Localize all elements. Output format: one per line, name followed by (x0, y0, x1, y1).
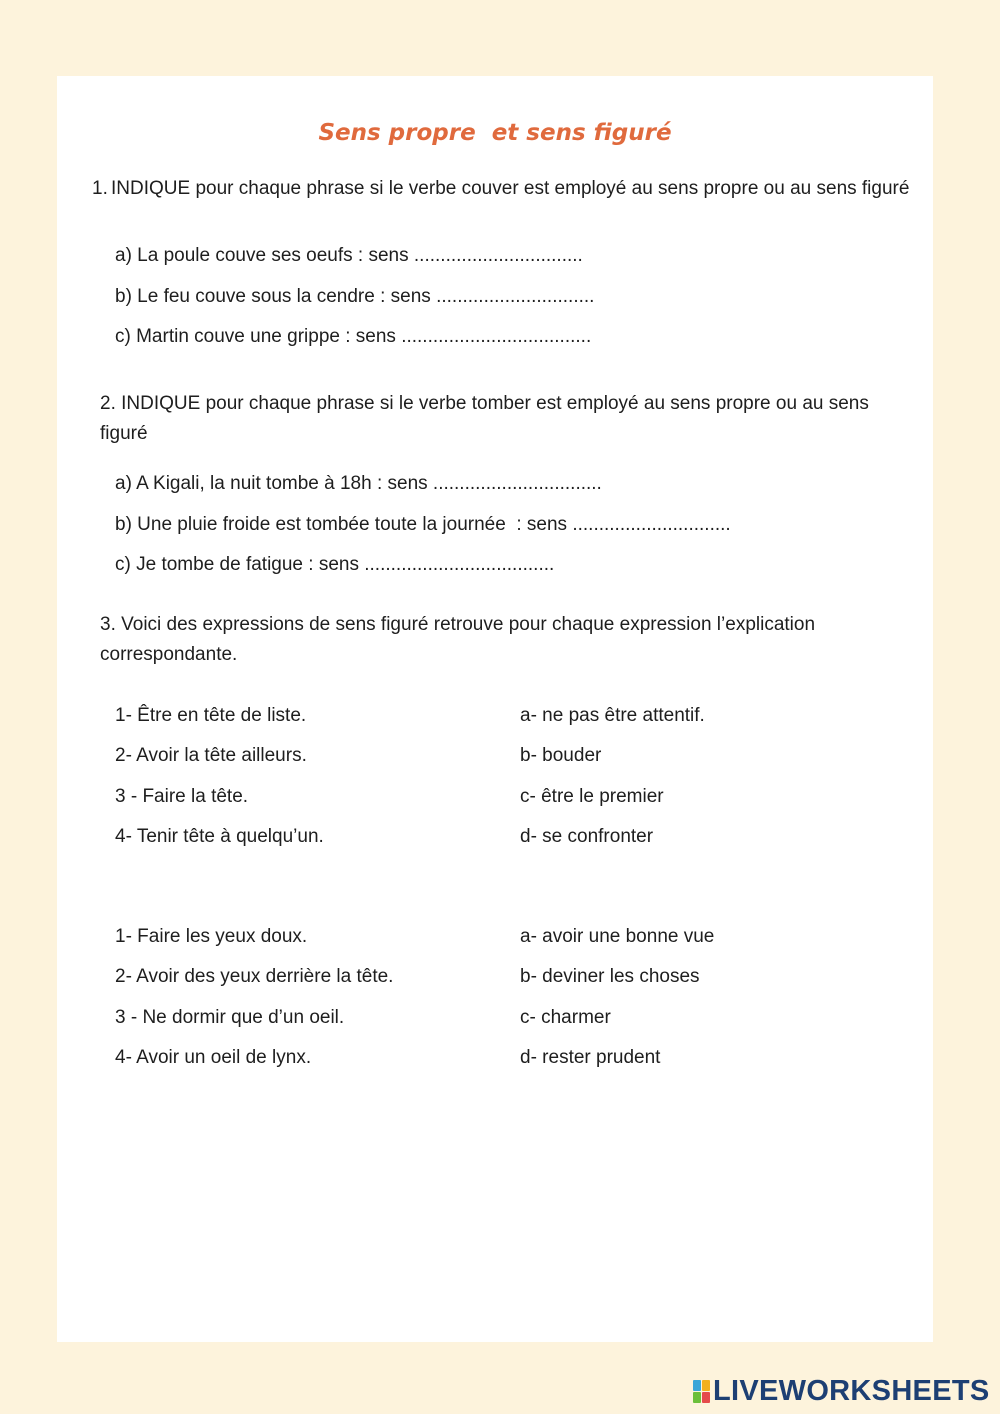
q2-item-b: b) Une pluie froide est tombée toute la journée : sens .............................. (115, 514, 731, 535)
q2-instruction: 2. INDIQUE pour chaque phrase si le verbe tomber est employé au sens propre ou au sens figuré (100, 393, 869, 444)
g1-expression-1: 1- Être en tête de liste. (115, 705, 307, 726)
g1-expression-4: 4- Tenir tête à quelqu’un. (115, 826, 324, 847)
g2-expression-3: 3 - Ne dormir que d’un oeil. (115, 1007, 345, 1028)
logo-text: LIVEWORKSHEETS (713, 1374, 990, 1407)
liveworksheets-logo-icon (693, 1380, 710, 1403)
worksheet-page (57, 76, 933, 1342)
q1-item-c: c) Martin couve une grippe : sens .................................... (115, 326, 592, 347)
g2-meaning-d: d- rester prudent (520, 1047, 661, 1068)
g2-meaning-b: b- deviner les choses (520, 966, 700, 987)
g1-meaning-a: a- ne pas être attentif. (520, 705, 705, 726)
q1-item-a: a) La poule couve ses oeufs : sens ................................ (115, 245, 583, 266)
q3-instruction: 3. Voici des expressions de sens figuré retrouve pour chaque expression l’explication correspondante. (100, 614, 816, 665)
page-title: Sens propre et sens figuré (318, 120, 672, 146)
g2-meaning-c: c- charmer (520, 1007, 611, 1028)
g1-meaning-c: c- être le premier (520, 786, 664, 807)
g1-expression-3: 3 - Faire la tête. (115, 786, 249, 807)
liveworksheets-logo[interactable] (693, 1376, 990, 1406)
q1-number: 1. (92, 178, 108, 199)
q1-item-b: b) Le feu couve sous la cendre : sens .............................. (115, 286, 595, 307)
g2-expression-2: 2- Avoir des yeux derrière la tête. (115, 966, 394, 987)
g2-meaning-a: a- avoir une bonne vue (520, 926, 715, 947)
g2-expression-4: 4- Avoir un oeil de lynx. (115, 1047, 312, 1068)
q1-instruction: INDIQUE pour chaque phrase si le verbe couver est employé au sens propre ou au sens figuré (111, 178, 910, 199)
q2-item-c: c) Je tombe de fatigue : sens .................................... (115, 554, 555, 575)
g2-expression-1: 1- Faire les yeux doux. (115, 926, 308, 947)
q2-item-a: a) A Kigali, la nuit tombe à 18h : sens ................................ (115, 473, 602, 494)
g1-expression-2: 2- Avoir la tête ailleurs. (115, 745, 307, 766)
g1-meaning-d: d- se confronter (520, 826, 654, 847)
g1-meaning-b: b- bouder (520, 745, 602, 766)
